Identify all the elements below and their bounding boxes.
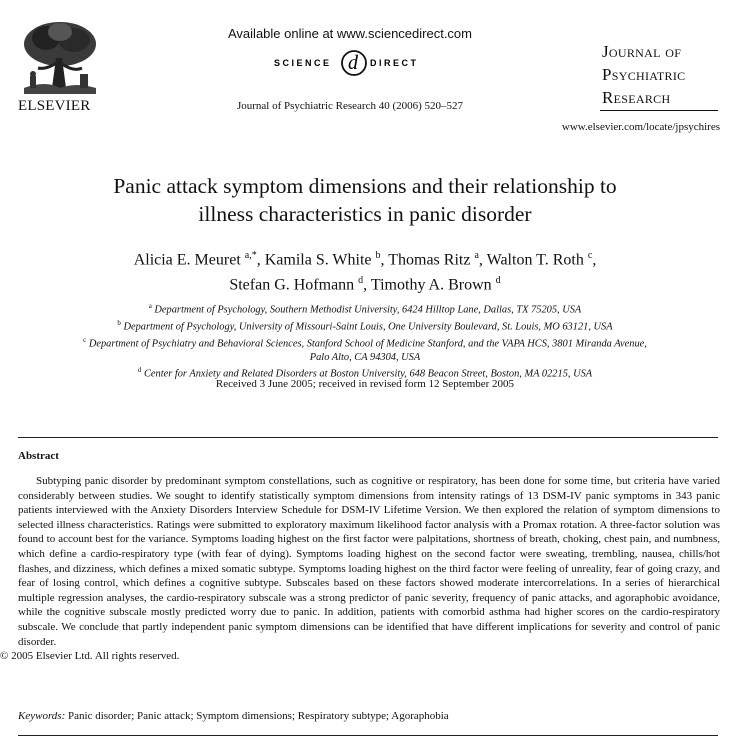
journal-name-line: Journal of [602, 42, 682, 61]
affiliation-marker: d [137, 366, 142, 375]
author-name[interactable]: Thomas Ritz [388, 251, 471, 269]
affiliation-text: Palo Alto, CA 94304, USA [309, 351, 421, 363]
section-divider [18, 437, 718, 438]
journal-name-line: Research [602, 88, 671, 107]
affiliation-line [30, 300, 700, 317]
journal-name-box [602, 40, 720, 109]
affiliation-marker: a [148, 302, 152, 310]
journal-divider [600, 110, 718, 111]
affiliation-line [30, 317, 700, 334]
section-divider [18, 735, 718, 736]
journal-name-line: Psychiatric [602, 65, 686, 84]
sd-logo-left: SCIENCE [274, 58, 332, 68]
sciencedirect-logo [272, 44, 432, 80]
publisher-name: ELSEVIER [18, 98, 91, 114]
sd-logo-right: DIRECT [370, 58, 419, 68]
title-line: illness characteristics in panic disorder [198, 202, 532, 226]
author-name[interactable]: Stefan G. Hofmann [229, 276, 355, 294]
abstract-heading: Abstract [18, 450, 59, 462]
author-affiliation-marker: d [358, 275, 364, 287]
affiliation-text: Department of Psychiatry and Behavioral Sciences, Stanford School of Medicine Stanford, and the VAPA HCS, 3801 Miranda Avenue, [88, 338, 647, 350]
author-name[interactable]: Kamila S. White [264, 251, 372, 269]
elsevier-tree-logo [16, 18, 102, 96]
author-list: Alicia E. Meuret $^{a,*}$, Kamila S. White $^b$, Thomas Ritz $^a$, Walton T. Roth $^c$, Stefan G. Hofmann $^d$, Timothy A. Brown $^d$ [133, 250, 597, 294]
affiliation-text: Department of Psychology, Southern Methodist University, 6424 Hilltop Lane, Dallas, TX 75205, USA [154, 304, 582, 316]
author-affiliation-marker: c [587, 250, 593, 261]
affiliation-line [30, 334, 700, 351]
author-name[interactable]: Timothy A. Brown [370, 276, 492, 294]
abstract-body [0, 474, 720, 664]
author-affiliation-marker: a,* [244, 250, 257, 261]
affiliations [30, 300, 700, 381]
affiliation-line [30, 351, 700, 365]
affiliation-text: Department of Psychology, University of Missouri-Saint Louis, One University Boulevard, St. Louis, MO 63121, USA [123, 321, 613, 333]
affiliation-marker: b [117, 318, 121, 327]
author-affiliation-marker: b [375, 250, 381, 261]
keywords-list: Panic disorder; Panic attack; Symptom dimensions; Respiratory subtype; Agoraphobia [68, 710, 449, 722]
keywords-label: Keywords: [18, 710, 66, 722]
author-name[interactable]: Alicia E. Meuret [133, 251, 241, 269]
affiliation-text: Center for Anxiety and Related Disorders at Boston University, 648 Beacon Street, Boston, MA 02215, USA [143, 368, 593, 380]
available-online-text: Available online at www.sciencedirect.com [228, 26, 472, 41]
affiliation-marker: c [83, 335, 87, 344]
svg-text:d: d [348, 52, 358, 74]
keywords [18, 710, 720, 722]
author-affiliation-marker: d [495, 275, 501, 287]
author-name[interactable]: Walton T. Roth [486, 251, 584, 269]
abstract-text: Subtyping panic disorder by predominant symptom constellations, such as cognitive or respiratory, has been done for some time, but criteria have varied considerably between studies. We sought to identify statistically symptom dimensions from intensity ratings of 13 DSM-IV panic symptoms in 343 panic patients interviewed with the Anxiety Disorders Interview Schedule for DSM-IV Lifetime Version. We then explored the relation of symptom dimensions to selected illness characteristics. Ratings were submitted to exploratory maximum likelihood factor analysis with a Promax rotation. A three-factor solution was found to account best for the variance. Symptoms loading highest on the first factor were palpitations, shortness of breath, choking, chest pain, and numbness, which define a cardio-respiratory type (with fear of dying). Symptoms loading highest on the second factor were sweating, trembling, nausea, chills/hot flashes, and dizziness, which defines a mixed somatic subtype. Symptoms loading highest on the third factor were feeling of unreality, fear of going crazy, and fear of losing control, which defines a cognitive subtype. Subscales based on these factors showed moderate intercorrelations. In a series of hierarchical multiple regression analyses, the cardio-respiratory subscale was a strong predictor of panic severity, frequency of panic attacks, and agoraphobic avoidance, while the cognitive subscale mostly predicted worry due to panic. In addition, patients with comorbid asthma had higher scores on the cardio-respiratory subscale. We conclude that partly independent panic symptom dimensions can be identified that have different implications for severity and control of panic disorder. [18, 475, 720, 648]
author-affiliation-marker: a [474, 250, 479, 261]
title-line: Panic attack symptom dimensions and their relationship to [113, 174, 617, 198]
received-dates: Received 3 June 2005; received in revised form 12 September 2005 [215, 378, 515, 390]
journal-url-link[interactable]: www.elsevier.com/locate/jpsychires [561, 121, 720, 133]
copyright-notice: © 2005 Elsevier Ltd. All rights reserved. [0, 650, 180, 663]
article-title [40, 172, 690, 228]
journal-citation: Journal of Psychiatric Research 40 (2006) 520–527 [236, 100, 464, 112]
